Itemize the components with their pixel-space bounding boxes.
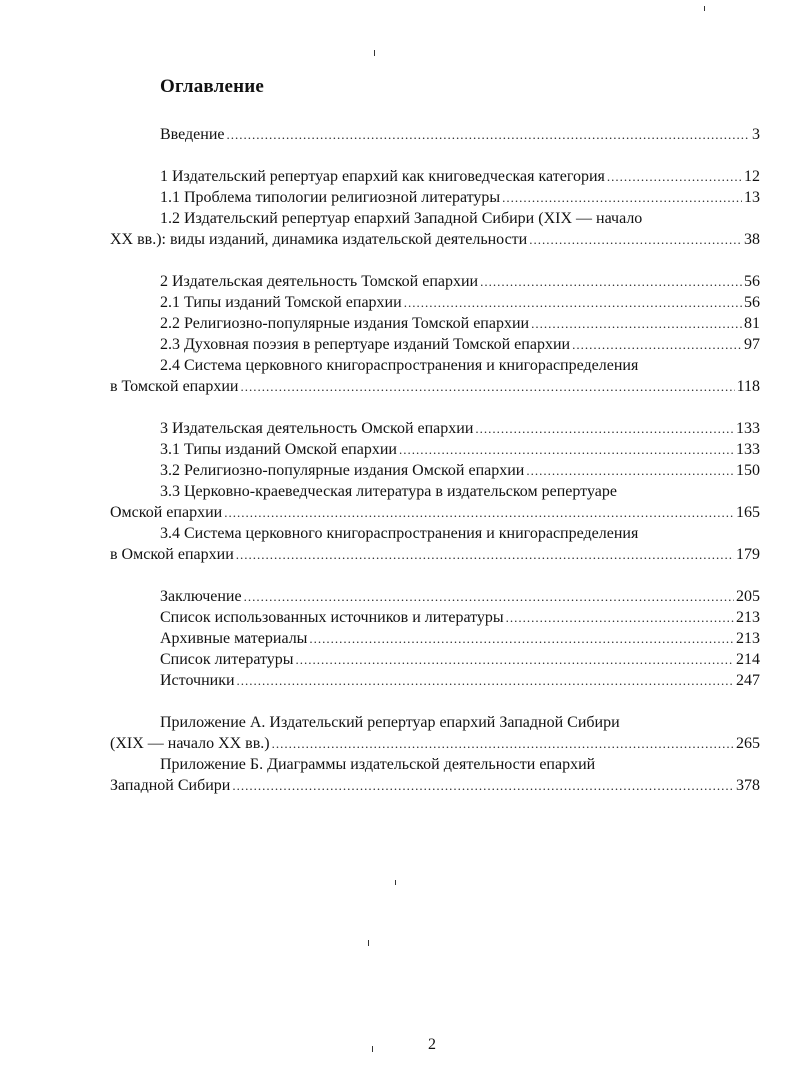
toc-entry-page: 56 — [744, 294, 760, 311]
scan-speck — [372, 1046, 373, 1052]
toc-dot-leader — [240, 376, 734, 397]
toc-entry-title: (XIX — начало XX вв.) — [110, 735, 270, 752]
toc-entry-title: Заключение — [160, 588, 242, 605]
toc-entry — [110, 670, 760, 691]
toc-entry-page: 378 — [736, 777, 760, 794]
toc-entry-page: 97 — [744, 336, 760, 353]
toc-entry-title: 2 Издательская деятельность Томской епархии — [160, 273, 479, 290]
toc-entry-page: 265 — [736, 735, 760, 752]
toc-entry — [110, 292, 760, 313]
toc-entry-title: 3.2 Религиозно-популярные издания Омской епархии — [160, 462, 525, 479]
toc-dot-leader — [224, 502, 734, 523]
toc-entry-page: 56 — [744, 273, 760, 290]
toc-dot-leader — [607, 166, 742, 187]
toc-entry — [110, 439, 760, 460]
toc-entry-page: 150 — [736, 462, 760, 479]
toc-entry — [110, 355, 760, 397]
toc-dot-leader — [531, 313, 742, 334]
toc-entry-title: Список литературы — [160, 651, 294, 668]
toc-dot-leader — [296, 649, 734, 670]
scan-speck — [368, 940, 369, 946]
toc-entry-page: 179 — [736, 546, 760, 563]
toc-entry-first-line: Приложение А. Издательский репертуар епархий Западной Сибири — [160, 714, 620, 731]
toc-entry-title: 1.1 Проблема типологии религиозной литературы — [160, 189, 501, 206]
toc-dot-leader — [399, 439, 734, 460]
toc-entry-page: 205 — [736, 588, 760, 605]
toc-entry-page: 165 — [736, 504, 760, 521]
toc-group-gap — [110, 691, 760, 712]
toc-group-gap — [110, 397, 760, 418]
toc-entry-page: 81 — [744, 315, 760, 332]
toc-entry-page: 133 — [736, 420, 760, 437]
toc-entry-first-line: 3.3 Церковно-краеведческая литература в издательском репертуаре — [160, 483, 617, 500]
toc-entry-title: Список использованных источников и литературы — [160, 609, 504, 626]
toc-dot-leader — [404, 292, 742, 313]
toc-dot-leader — [506, 607, 734, 628]
toc-entry-page: 247 — [736, 672, 760, 689]
toc-dot-leader — [502, 187, 742, 208]
toc-entry-first-line: 1.2 Издательский репертуар епархий Западной Сибири (XIX — начало — [160, 210, 643, 227]
toc-entry — [110, 187, 760, 208]
toc-entry — [110, 586, 760, 607]
toc-entry-page: 213 — [736, 609, 760, 626]
scan-speck — [704, 6, 705, 11]
toc-dot-leader — [475, 418, 734, 439]
toc-entry-page: 133 — [736, 441, 760, 458]
toc-dot-leader — [529, 229, 742, 250]
toc-title: Оглавление — [160, 76, 265, 97]
toc-entry-title: 3.1 Типы изданий Омской епархии — [160, 441, 397, 458]
toc-group-gap — [110, 250, 760, 271]
toc-entry — [110, 271, 760, 292]
toc-entry-title: 3 Издательская деятельность Омской епархии — [160, 420, 474, 437]
toc-entry — [110, 460, 760, 481]
toc-dot-leader — [480, 271, 742, 292]
toc-entry-title: Западной Сибири — [110, 777, 231, 794]
toc-entry-title: 2.1 Типы изданий Томской епархии — [160, 294, 402, 311]
toc-entry-page: 118 — [736, 378, 760, 395]
toc-group-gap — [110, 145, 760, 166]
toc-entry — [110, 649, 760, 670]
toc-entry-first-line: 2.4 Система церковного книгораспространения и книгораспределения — [160, 357, 639, 374]
toc-entry-page: 213 — [736, 630, 760, 647]
toc-entry — [110, 124, 760, 145]
toc-entry-title: в Омской епархии — [110, 546, 234, 563]
toc-entry — [110, 481, 760, 523]
toc-entry — [110, 208, 760, 250]
toc-dot-leader — [227, 124, 751, 145]
toc-entry — [110, 334, 760, 355]
toc-dot-leader — [237, 670, 734, 691]
toc-dot-leader — [272, 733, 734, 754]
toc-entry-title: в Томской епархии — [110, 378, 239, 395]
toc-entry-title: XX вв.): виды изданий, динамика издательской деятельности — [110, 231, 528, 248]
toc-entry-title: 2.3 Духовная поэзия в репертуаре изданий Томской епархии — [160, 336, 571, 353]
toc-entry-page: 214 — [736, 651, 760, 668]
toc-entry-first-line: Приложение Б. Диаграммы издательской деятельности епархий — [160, 756, 596, 773]
toc-dot-leader — [232, 775, 734, 796]
toc-entry — [110, 418, 760, 439]
toc-group-gap — [110, 565, 760, 586]
toc-entry — [110, 523, 760, 565]
toc-dot-leader — [309, 628, 734, 649]
table-of-contents — [110, 124, 760, 796]
toc-entry-title: Введение — [160, 126, 225, 143]
toc-entry-first-line: 3.4 Система церковного книгораспространения и книгораспределения — [160, 525, 639, 542]
toc-entry-title: 1 Издательский репертуар епархий как книговедческая категория — [160, 168, 605, 185]
toc-entry — [110, 628, 760, 649]
toc-entry — [110, 607, 760, 628]
toc-entry-title: Источники — [160, 672, 235, 689]
toc-entry-title: Омской епархии — [110, 504, 223, 521]
toc-dot-leader — [526, 460, 734, 481]
scan-speck — [374, 50, 375, 56]
toc-entry-page: 3 — [752, 126, 760, 143]
toc-entry-title: Архивные материалы — [160, 630, 308, 647]
toc-dot-leader — [236, 544, 734, 565]
toc-entry-page: 38 — [744, 231, 760, 248]
scan-speck — [395, 880, 396, 885]
toc-entry — [110, 754, 760, 796]
toc-dot-leader — [244, 586, 734, 607]
toc-dot-leader — [572, 334, 742, 355]
toc-entry — [110, 712, 760, 754]
toc-entry — [110, 166, 760, 187]
toc-entry — [110, 313, 760, 334]
toc-entry-page: 12 — [744, 168, 760, 185]
page-number: 2 — [428, 1036, 436, 1053]
toc-entry-title: 2.2 Религиозно-популярные издания Томской епархии — [160, 315, 530, 332]
toc-entry-page: 13 — [744, 189, 760, 206]
